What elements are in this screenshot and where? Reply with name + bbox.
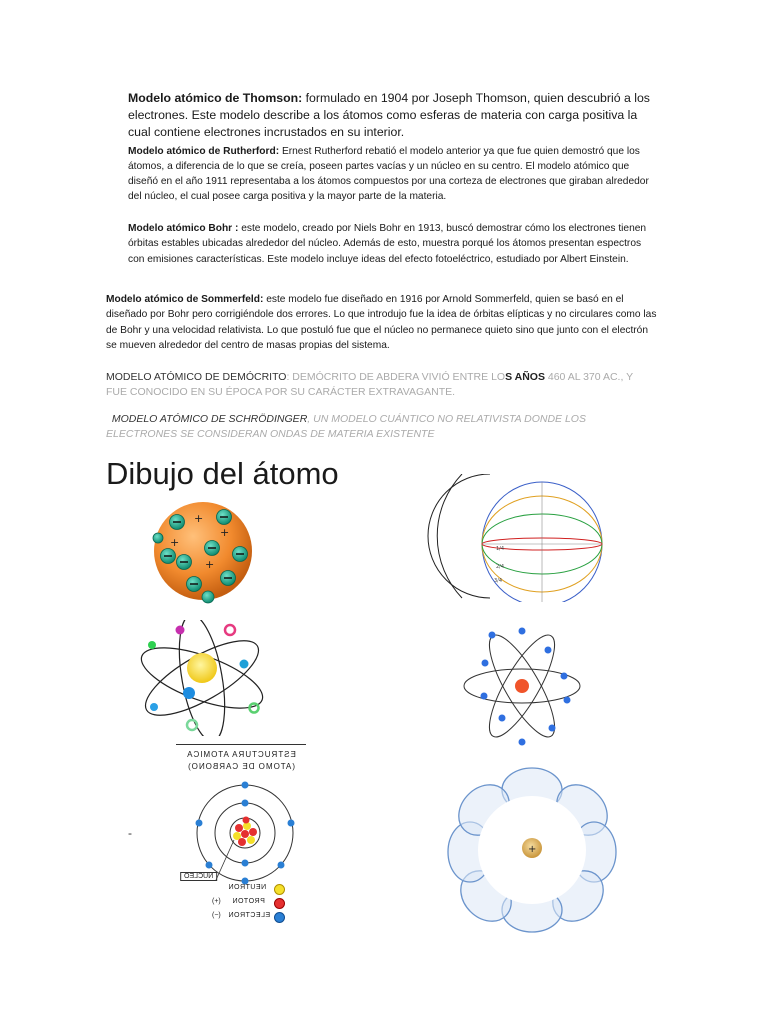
svg-text:+: + [528, 844, 537, 855]
bohr-paragraph [128, 221, 648, 267]
schrodinger-title: MODELO ATÓMICO DE SCHRÖDINGER [111, 413, 308, 425]
democrito-title: MODELO ATÓMICO DE DEMÓCRITO [106, 371, 287, 383]
thomson-model-figure [150, 498, 256, 604]
schrodinger-paragraph [106, 412, 646, 442]
legend-proton-sign: (+) [212, 898, 221, 905]
svg-text:+: + [220, 526, 230, 539]
orbit-label-1: 1/4 [496, 546, 505, 552]
legend-proton-label: PROTON [232, 898, 265, 905]
rutherford-text: Ernest Rutherford rebatió el modelo anterior ya que fue quien demostró que los átomos, a diferencia de lo que se creía, poseen partes vacías y un núcleo en su centro. El modelo atómico que diseñó en el año 1911 representaba a los átomos compuestos por una corteza de electrones que giraban alrededor del núcleo, el cual posee carga positiva y la mayor parte de la materia. [128, 146, 649, 202]
democrito-text-a: : DEMÓCRITO DE ABDERA VIVIÓ ENTRE LO [286, 371, 506, 383]
democrito-paragraph [106, 370, 646, 400]
carbon-title-line2: (ATOMO DE CARBONO) [187, 762, 295, 771]
legend-neutron-label: NEUTRON [228, 884, 267, 891]
legend-electron-label: ELECTRON [228, 912, 271, 919]
orbit-label-2: 2/4 [496, 564, 505, 570]
legend-electron-sign: (−) [212, 912, 221, 919]
schrodinger-atom-figure [446, 764, 618, 934]
bohr-text: este modelo, creado por Niels Bohr en 1913, buscó demostrar cómo los electrones tienen órbitas estables ubicadas alrededor del núcleo. Además de esto, muestra porqué los átomos presentan espectros con emisiones características. Este modelo incluye ideas del efecto fotoeléctrico, estudiado por Albert Einstein. [128, 223, 647, 265]
democrito-text-b: S AÑOS [505, 371, 545, 383]
orbit-label-3: 3/4 [494, 578, 503, 584]
drawing-heading: Dibujo del átomo [106, 456, 339, 491]
thomson-title: Modelo atómico de Thomson: [128, 91, 303, 105]
svg-text:+: + [205, 558, 215, 571]
legend-item-electron [204, 910, 294, 924]
legend-item-proton [204, 896, 294, 910]
thomson-paragraph [128, 90, 658, 141]
thomson-text: formulado en 1904 por Joseph Thomson, quien descubrió a los electrones. Este modelo describe a los átomos como esferas de materia con carga positiva la cual contiene electrones incrustados en su interior. [128, 91, 650, 139]
carbon-nucleus-label: NUCLEO [180, 872, 217, 881]
rutherford-title: Modelo atómico de Rutherford: [128, 146, 280, 157]
schrodinger-text: , UN MODELO CUÁNTICO NO RELATIVISTA DONDE LOS ELECTRONES SE CONSIDERAN ONDAS DE MATERIA EXISTENTE [106, 413, 586, 440]
bohr-title: Modelo atómico Bohr : [128, 223, 239, 234]
legend-item-neutron [204, 882, 294, 896]
carbon-atom-figure [176, 744, 312, 926]
sommerfeld-paragraph [106, 292, 661, 353]
carbon-title-line1: ESTRUCTURA ATOMICA [186, 750, 296, 759]
legend-electron-dot [274, 912, 285, 923]
rutherford-atom-figure [132, 620, 272, 736]
sommerfeld-title: Modelo atómico de Sommerfeld: [106, 294, 264, 305]
svg-text:+: + [194, 512, 204, 525]
legend [204, 882, 294, 924]
sommerfeld-orbits-figure [424, 474, 604, 602]
sommerfeld-text: este modelo fue diseñado en 1916 por Arnold Sommerfeld, quien se basó en el diseñado por Bohr pero corrigiéndole dos errores. Lo que introdujo fue la idea de órbitas elípticas y no circulares como las de Bohr y una velocidad relativista. Lo que postuló fue que el núcleo no permanece quieto sino que junto con el electrón se mueven alrededor del centro de masas propias del sistema. [106, 294, 657, 351]
bohr-atom-figure [462, 626, 582, 746]
democrito-text-c: 460 AL 370 AC., Y FUE CONOCIDO EN SU ÉPOCA POR SU CARÁCTER EXTRAVAGANTE. [106, 371, 633, 398]
rutherford-paragraph [128, 144, 658, 204]
legend-proton-dot [274, 898, 285, 909]
svg-text:+: + [170, 536, 180, 549]
stray-dash: - [128, 826, 132, 840]
legend-neutron-dot [274, 884, 285, 895]
